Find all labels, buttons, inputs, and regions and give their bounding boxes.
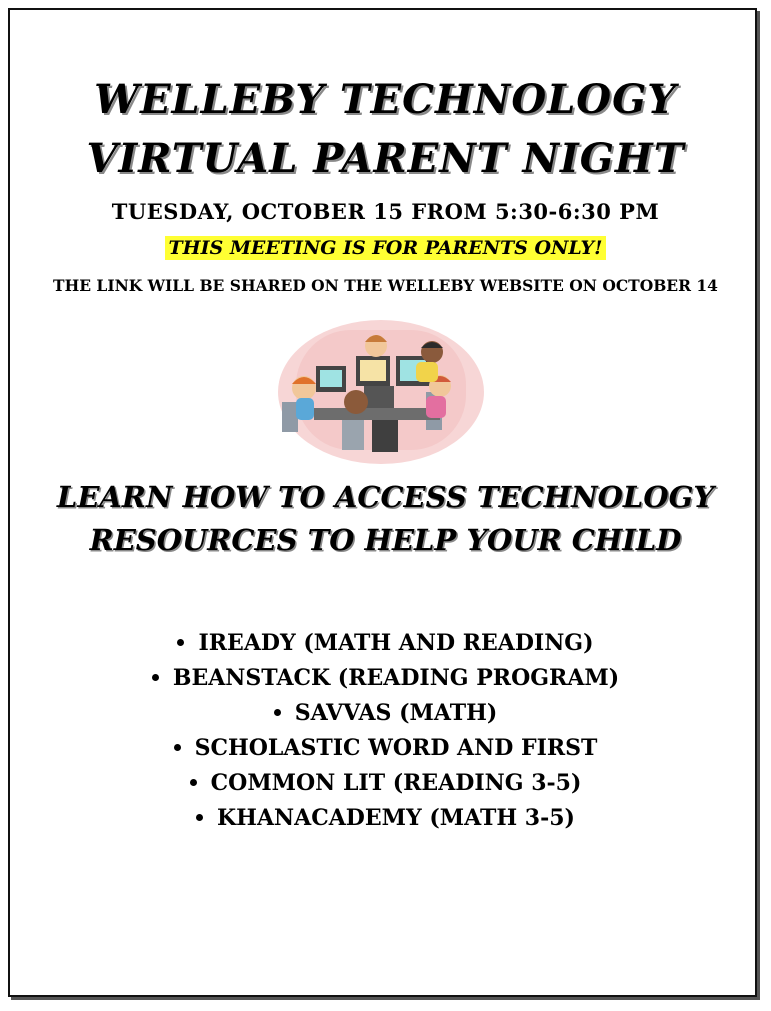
bullet-icon (274, 709, 281, 716)
bullet-icon (174, 744, 181, 751)
bullet-icon (152, 674, 159, 681)
list-item (0, 731, 771, 766)
bullet-icon (177, 639, 184, 646)
link-note: THE LINK WILL BE SHARED ON THE WELLEBY WEBSITE ON OCTOBER 14 (53, 276, 718, 295)
subtitle-line-1: LEARN HOW TO ACCESS TECHNOLOGY (56, 480, 715, 514)
list-item-label: SAVVAS (MATH) (294, 700, 498, 726)
resource-list (0, 626, 771, 836)
children-computers-illustration (276, 310, 486, 466)
title-line-1: WELLEBY TECHNOLOGY (94, 76, 677, 123)
bullet-icon (196, 814, 203, 821)
list-item-label: BEANSTACK (READING PROGRAM) (172, 665, 620, 691)
list-item (0, 661, 771, 696)
list-item (0, 766, 771, 801)
list-item (0, 696, 771, 731)
highlight-notice-wrap (0, 236, 771, 260)
highlight-notice: THIS MEETING IS FOR PARENTS ONLY! (165, 236, 607, 260)
list-item-label: SCHOLASTIC WORD AND FIRST (194, 735, 598, 761)
list-item (0, 801, 771, 836)
list-item-label: KHANACADEMY (MATH 3-5) (217, 805, 575, 831)
subtitle-line-2: RESOURCES TO HELP YOUR CHILD (89, 523, 682, 557)
bullet-icon (190, 779, 197, 786)
list-item-label: IREADY (MATH AND READING) (198, 630, 594, 656)
event-date: TUESDAY, OCTOBER 15 FROM 5:30-6:30 PM (111, 199, 660, 224)
list-item (0, 626, 771, 661)
title-line-2: VIRTUAL PARENT NIGHT (86, 135, 685, 182)
list-item-label: COMMON LIT (READING 3-5) (210, 770, 582, 796)
